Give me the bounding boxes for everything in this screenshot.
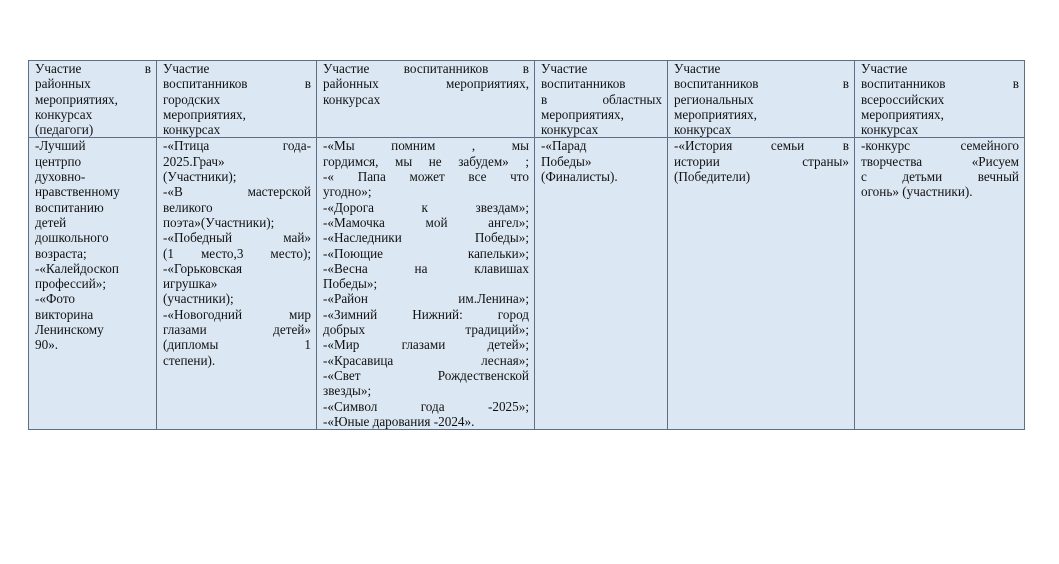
cell-text-line: глазами детей» xyxy=(163,322,311,338)
header-cell xyxy=(157,61,317,138)
cell-text-line: с детьми вечный xyxy=(861,169,1019,185)
header-text-line: районных xyxy=(35,76,91,92)
header-text-line: (педагоги) xyxy=(35,122,94,138)
cell-text-line: (1 место,3 место); xyxy=(163,245,311,261)
cell-text-line: (Победители) xyxy=(674,169,751,185)
content-cell xyxy=(855,138,1025,430)
cell-text-line: звезды»; xyxy=(323,383,372,399)
header-text-line: конкурсах xyxy=(861,122,919,138)
cell-text-line: 90». xyxy=(35,337,59,353)
header-cell xyxy=(855,61,1025,138)
header-text-line: конкурсах xyxy=(323,91,381,107)
cell-text-line: поэта»(Участники); xyxy=(163,214,275,230)
cell-text-line: игрушка» xyxy=(163,276,218,292)
header-cell xyxy=(317,61,535,138)
header-text-line: воспитанников в xyxy=(861,76,1019,92)
cell-text-line: -« Папа может все что xyxy=(323,169,529,185)
cell-text-line: (Финалисты). xyxy=(541,169,618,185)
cell-text-line: истории страны» xyxy=(674,153,849,169)
cell-text-line: воспитанию xyxy=(35,199,104,215)
cell-text-line: гордимся, мы не забудем» ; xyxy=(323,153,529,169)
cell-text-line: нравственному xyxy=(35,184,120,200)
cell-text-line: Победы» xyxy=(541,153,592,169)
cell-text-line: -«В мастерской xyxy=(163,184,311,200)
header-text-line: конкурсах xyxy=(674,122,732,138)
content-cell xyxy=(29,138,157,430)
content-row xyxy=(29,138,1025,430)
cell-text-line: -«Поющие капельки»; xyxy=(323,245,529,261)
cell-text-line: дошкольного xyxy=(35,230,109,246)
cell-text-line: викторина xyxy=(35,306,94,322)
cell-text-line: -«Калейдоскоп xyxy=(35,260,119,276)
cell-text-line: добрых традиций»; xyxy=(323,322,529,338)
header-text-line: Участие xyxy=(163,61,210,76)
cell-text-line: (участники); xyxy=(163,291,234,307)
cell-text-line: -«Наследники Победы»; xyxy=(323,230,529,246)
cell-text-line: степени). xyxy=(163,352,216,368)
header-text-line: Участие xyxy=(861,61,908,76)
participation-table xyxy=(28,60,1025,430)
cell-text-line: (дипломы 1 xyxy=(163,337,311,353)
cell-text-line: -«Дорога к звездам»; xyxy=(323,199,529,215)
cell-text-line: возраста; xyxy=(35,245,87,261)
cell-text-line: -«Юные дарования -2024». xyxy=(323,413,475,429)
header-text-line: районных мероприятиях, xyxy=(323,76,529,92)
header-text-line: воспитанников в xyxy=(163,76,311,92)
cell-text-line: Победы»; xyxy=(323,276,378,292)
cell-text-line: -«Парад xyxy=(541,138,587,154)
header-row xyxy=(29,61,1025,138)
header-text-line: мероприятиях, xyxy=(861,106,944,122)
cell-text-line: -«Победный май» xyxy=(163,230,311,246)
header-cell xyxy=(668,61,855,138)
header-text-line: мероприятиях, xyxy=(674,106,757,122)
cell-text-line: -Лучший xyxy=(35,138,86,154)
cell-text-line: -конкурс семейного xyxy=(861,138,1019,154)
cell-text-line: -«Новогодний мир xyxy=(163,306,311,322)
cell-text-line: духовно- xyxy=(35,169,86,185)
header-text-line: воспитанников в xyxy=(674,76,849,92)
cell-text-line: -«Красавица лесная»; xyxy=(323,352,529,368)
header-text-line: конкурсах xyxy=(541,122,599,138)
header-text-line: мероприятиях, xyxy=(541,106,624,122)
header-text-line: мероприятиях, xyxy=(35,91,118,107)
content-cell xyxy=(317,138,535,430)
header-cell xyxy=(535,61,668,138)
cell-text-line: огонь» (участники). xyxy=(861,184,973,200)
cell-text-line: профессий»; xyxy=(35,276,107,292)
cell-text-line: великого xyxy=(163,199,213,215)
cell-text-line: Ленинскому xyxy=(35,322,104,338)
header-text-line: региональных xyxy=(674,91,754,107)
cell-text-line: (Участники); xyxy=(163,169,237,185)
cell-text-line: -«Птица года- xyxy=(163,138,311,154)
header-text-line: в областных xyxy=(541,91,662,107)
cell-text-line: 2025.Грач» xyxy=(163,153,225,169)
header-text-line: конкурсах xyxy=(163,122,221,138)
header-text-line: Участие xyxy=(674,61,721,76)
header-text-line: городских xyxy=(163,91,221,107)
content-cell xyxy=(535,138,668,430)
cell-text-line: -«Мир глазами детей»; xyxy=(323,337,529,353)
header-text-line: конкурсах xyxy=(35,106,93,122)
content-cell xyxy=(668,138,855,430)
cell-text-line: центрпо xyxy=(35,153,82,169)
cell-text-line: -«Символ года -2025»; xyxy=(323,398,529,414)
header-text-line: мероприятиях, xyxy=(163,106,246,122)
cell-text-line: -«Мамочка мой ангел»; xyxy=(323,214,529,230)
header-text-line: воспитанников xyxy=(541,76,626,92)
cell-text-line: -«Район им.Ленина»; xyxy=(323,291,529,307)
cell-text-line: -«Горьковская xyxy=(163,260,243,276)
header-cell xyxy=(29,61,157,138)
cell-text-line: -«Свет Рождественской xyxy=(323,367,529,383)
cell-text-line: детей xyxy=(35,214,67,230)
header-text-line: всероссийских xyxy=(861,91,945,107)
header-text-line: Участие в xyxy=(35,61,151,76)
content-cell xyxy=(157,138,317,430)
cell-text-line: -«Весна на клавишах xyxy=(323,260,529,276)
cell-text-line: -«Мы помним , мы xyxy=(323,138,529,154)
header-text-line: Участие воспитанников в xyxy=(323,61,529,76)
cell-text-line: творчества «Рисуем xyxy=(861,153,1019,169)
header-text-line: Участие xyxy=(541,61,588,76)
cell-text-line: угодно»; xyxy=(323,184,372,200)
cell-text-line: -«История семьи в xyxy=(674,138,849,154)
cell-text-line: -«Зимний Нижний: город xyxy=(323,306,529,322)
cell-text-line: -«Фото xyxy=(35,291,76,307)
